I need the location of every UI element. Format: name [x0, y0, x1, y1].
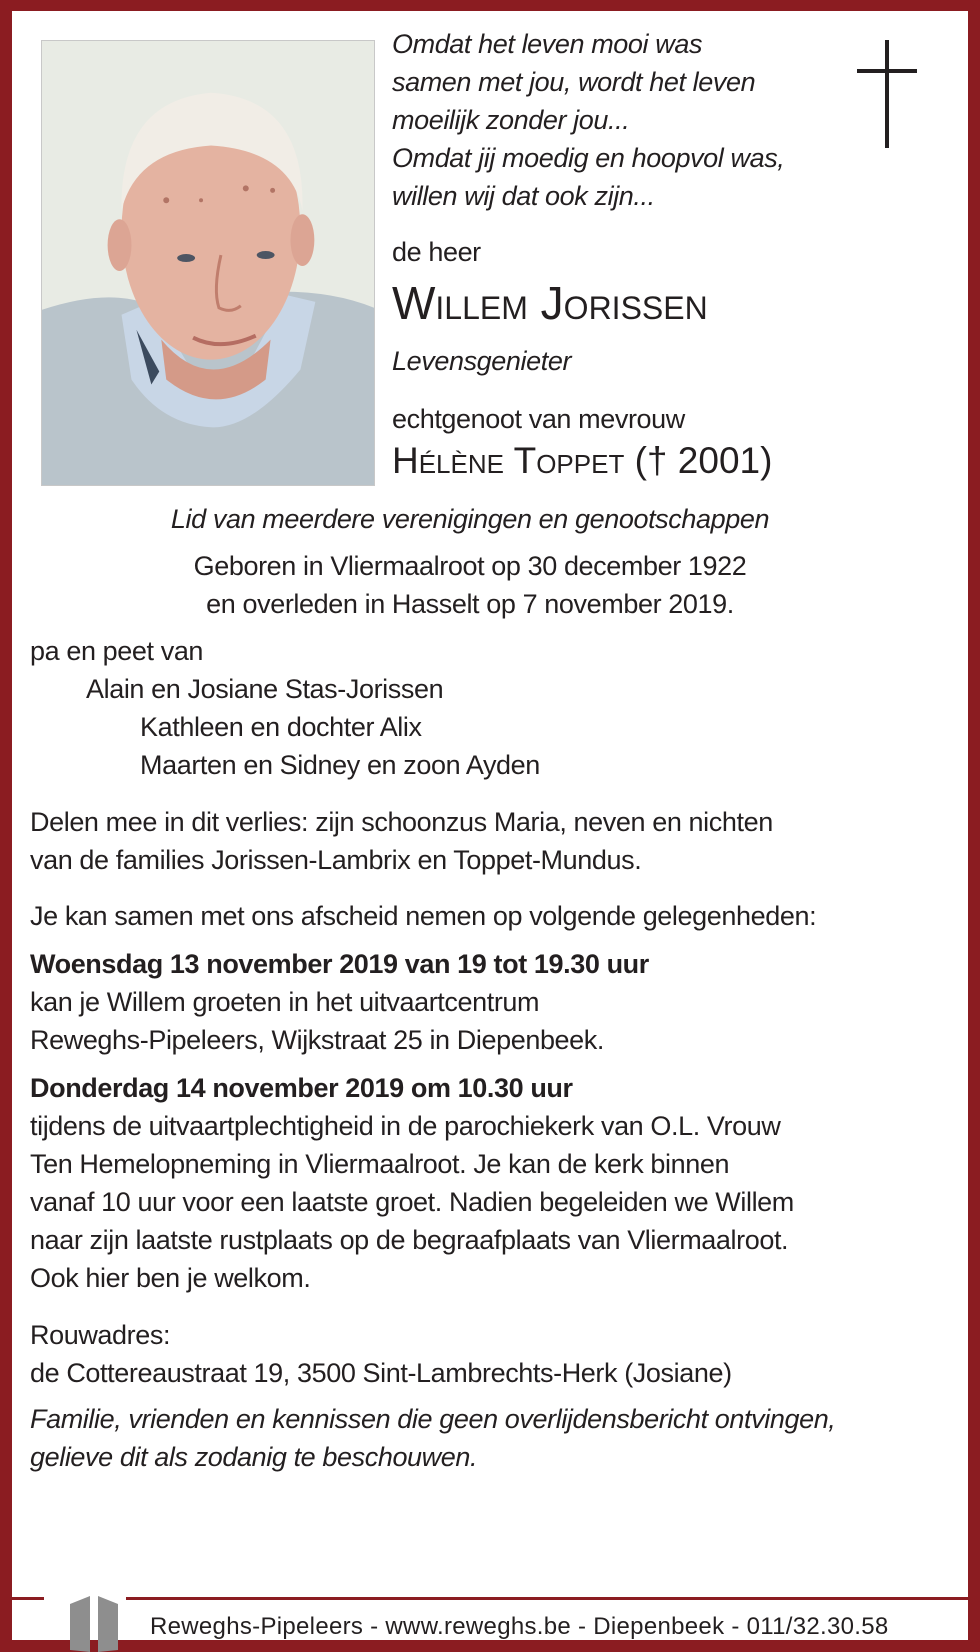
footer-divider-right — [126, 1597, 968, 1600]
spouse-intro: echtgenoot van mevrouw — [392, 404, 685, 434]
poem-line: Omdat jij moedig en hoopvol was, — [392, 143, 785, 173]
poem-line: moeilijk zonder jou... — [392, 105, 630, 135]
farewell-intro: Je kan samen met ons afscheid nemen op volgende gelegenheden: — [30, 901, 817, 931]
closing-line: gelieve dit als zodanig te beschouwen. — [30, 1442, 478, 1472]
salutation: de heer — [392, 237, 481, 267]
poem-line: willen wij dat ook zijn... — [392, 181, 655, 211]
death-line: en overleden in Hasselt op 7 november 2019. — [206, 589, 734, 619]
cross-icon — [857, 40, 917, 148]
event-line: vanaf 10 uur voor een laatste groet. Nadien begeleiden we Willem — [30, 1187, 794, 1217]
closing-line: Familie, vrienden en kennissen die geen overlijdensbericht ontvingen, — [30, 1404, 836, 1434]
deceased-name: Willem Jorissen — [392, 277, 708, 329]
family-member: Maarten en Sidney en zoon Ayden — [140, 750, 540, 780]
funeral-home-logo-icon — [70, 1596, 118, 1652]
membership: Lid van meerdere verenigingen en genootschappen — [170, 504, 770, 534]
event-line: naar zijn laatste rustplaats op de begraafplaats van Vliermaalroot. — [30, 1225, 789, 1255]
shared-loss-line: van de families Jorissen-Lambrix en Toppet-Mundus. — [30, 845, 642, 875]
spouse-name: Hélène Toppet († 2001) — [392, 440, 773, 481]
event-line: kan je Willem groeten in het uitvaartcentrum — [30, 987, 540, 1017]
poem-line: Omdat het leven mooi was — [392, 29, 703, 59]
address-label: Rouwadres: — [30, 1320, 171, 1350]
event-heading: Woensdag 13 november 2019 van 19 tot 19.30 uur — [30, 949, 649, 979]
event-line: Reweghs-Pipeleers, Wijkstraat 25 in Diepenbeek. — [30, 1025, 604, 1055]
epithet: Levensgenieter — [392, 346, 572, 376]
address-value: de Cottereaustraat 19, 3500 Sint-Lambrechts-Herk (Josiane) — [30, 1358, 732, 1388]
event-line: Ook hier ben je welkom. — [30, 1263, 311, 1293]
footer-contact: Reweghs-Pipeleers - www.reweghs.be - Diepenbeek - 011/32.30.58 — [150, 1613, 889, 1640]
family-member: Alain en Josiane Stas-Jorissen — [86, 674, 444, 704]
obituary-card — [12, 11, 968, 1640]
portrait-illustration — [42, 41, 374, 485]
event-line: Ten Hemelopneming in Vliermaalroot. Je kan de kerk binnen — [30, 1149, 730, 1179]
shared-loss-line: Delen mee in dit verlies: zijn schoonzus Maria, neven en nichten — [30, 807, 773, 837]
event-line: tijdens de uitvaartplechtigheid in de parochiekerk van O.L. Vrouw — [30, 1111, 781, 1141]
family-member: Kathleen en dochter Alix — [140, 712, 422, 742]
poem-line: samen met jou, wordt het leven — [392, 67, 756, 97]
event-heading: Donderdag 14 november 2019 om 10.30 uur — [30, 1073, 573, 1103]
birth-line: Geboren in Vliermaalroot op 30 december 1922 — [193, 551, 747, 581]
portrait-photo — [41, 40, 375, 486]
footer-divider-left — [12, 1597, 44, 1600]
family-intro: pa en peet van — [30, 636, 204, 666]
